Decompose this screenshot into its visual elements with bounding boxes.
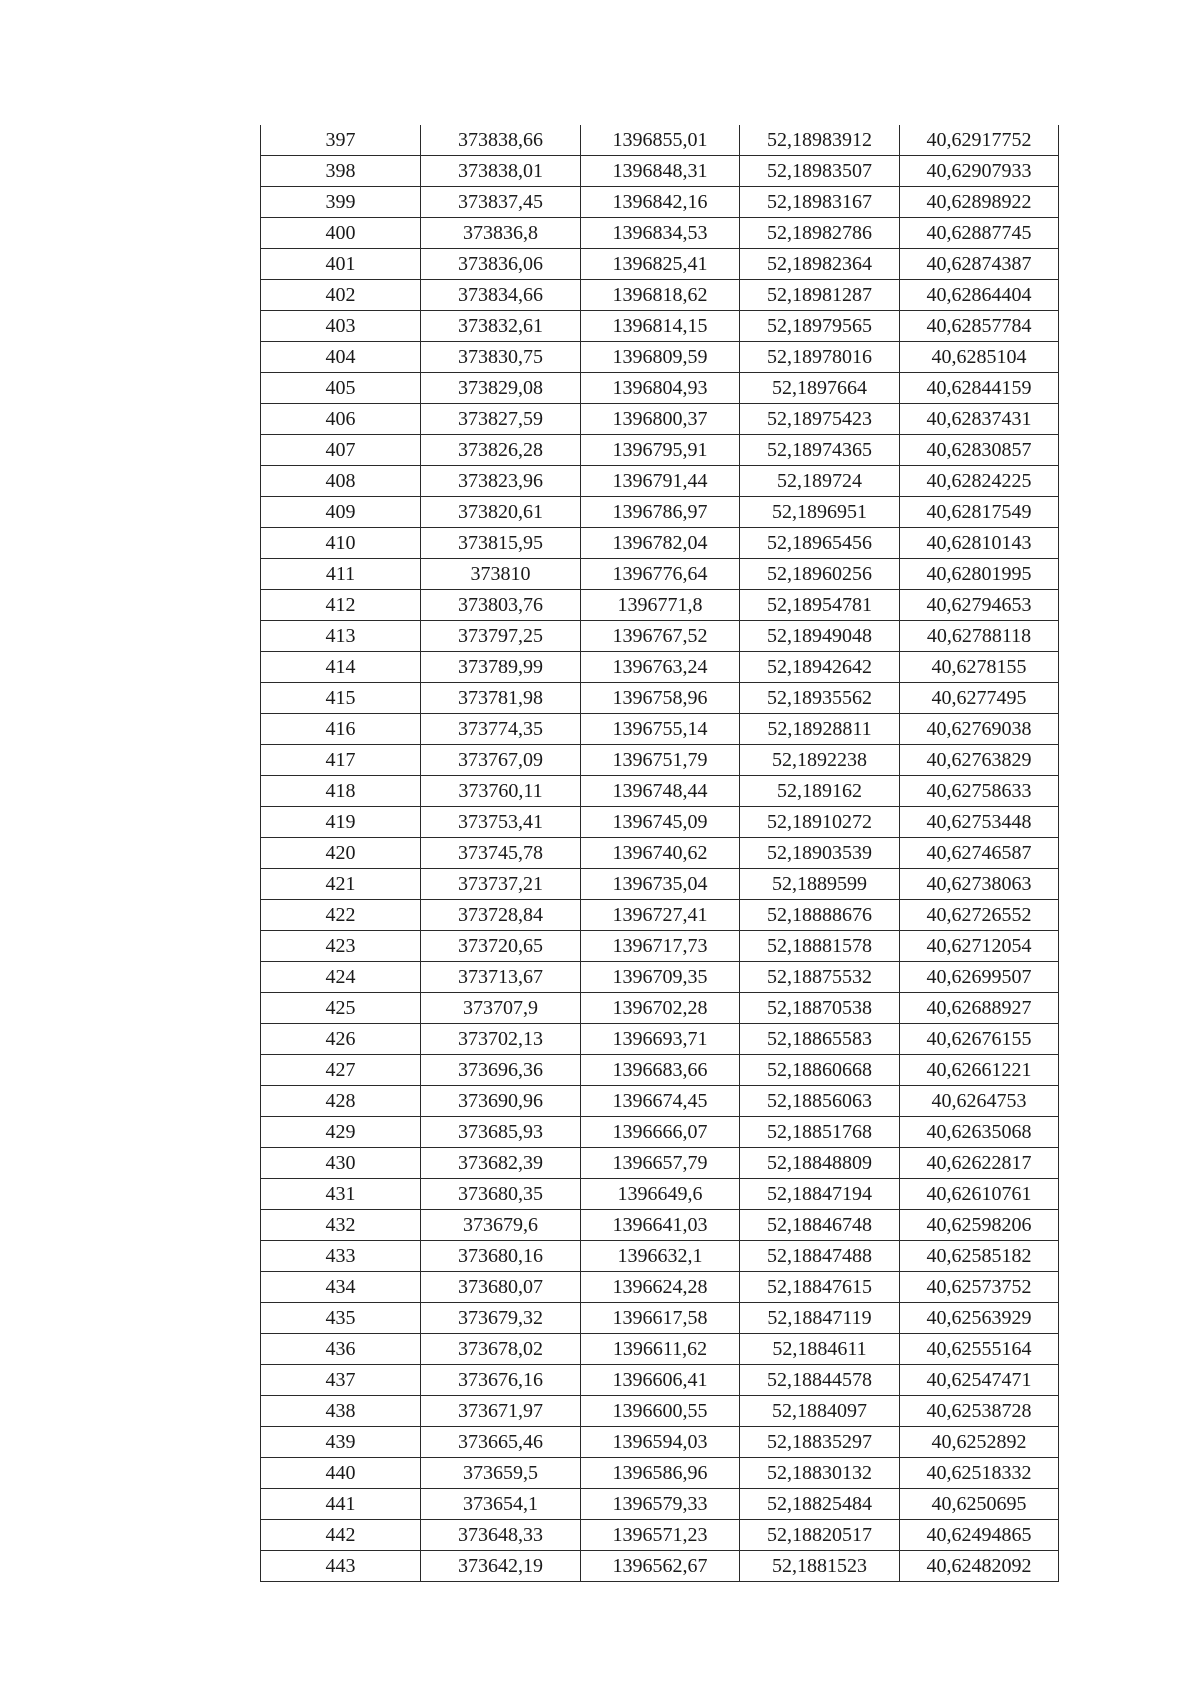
x-coordinate-cell: 373789,99	[421, 652, 581, 683]
longitude-cell: 40,62874387	[900, 249, 1059, 280]
x-coordinate-cell: 373838,66	[421, 125, 581, 156]
longitude-cell: 40,62769038	[900, 714, 1059, 745]
x-coordinate-cell: 373829,08	[421, 373, 581, 404]
latitude-cell: 52,18910272	[740, 807, 900, 838]
latitude-cell: 52,1896951	[740, 497, 900, 528]
table-row	[261, 1055, 1059, 1086]
y-coordinate-cell: 1396606,41	[581, 1365, 740, 1396]
y-coordinate-cell: 1396594,03	[581, 1427, 740, 1458]
table-row	[261, 1458, 1059, 1489]
longitude-cell: 40,62830857	[900, 435, 1059, 466]
y-coordinate-cell: 1396657,79	[581, 1148, 740, 1179]
longitude-cell: 40,62635068	[900, 1117, 1059, 1148]
y-coordinate-cell: 1396786,97	[581, 497, 740, 528]
table-row	[261, 1241, 1059, 1272]
latitude-cell: 52,18847194	[740, 1179, 900, 1210]
point-number-cell: 413	[261, 621, 421, 652]
latitude-cell: 52,18830132	[740, 1458, 900, 1489]
longitude-cell: 40,62794653	[900, 590, 1059, 621]
latitude-cell: 52,18888676	[740, 900, 900, 931]
longitude-cell: 40,62726552	[900, 900, 1059, 931]
y-coordinate-cell: 1396776,64	[581, 559, 740, 590]
y-coordinate-cell: 1396755,14	[581, 714, 740, 745]
y-coordinate-cell: 1396763,24	[581, 652, 740, 683]
y-coordinate-cell: 1396727,41	[581, 900, 740, 931]
coordinates-table-body	[261, 125, 1059, 1582]
longitude-cell: 40,62844159	[900, 373, 1059, 404]
x-coordinate-cell: 373671,97	[421, 1396, 581, 1427]
x-coordinate-cell: 373680,07	[421, 1272, 581, 1303]
y-coordinate-cell: 1396683,66	[581, 1055, 740, 1086]
longitude-cell: 40,62898922	[900, 187, 1059, 218]
table-row	[261, 807, 1059, 838]
y-coordinate-cell: 1396740,62	[581, 838, 740, 869]
x-coordinate-cell: 373760,11	[421, 776, 581, 807]
x-coordinate-cell: 373720,65	[421, 931, 581, 962]
y-coordinate-cell: 1396771,8	[581, 590, 740, 621]
point-number-cell: 443	[261, 1551, 421, 1582]
point-number-cell: 438	[261, 1396, 421, 1427]
x-coordinate-cell: 373745,78	[421, 838, 581, 869]
point-number-cell: 436	[261, 1334, 421, 1365]
longitude-cell: 40,62746587	[900, 838, 1059, 869]
latitude-cell: 52,1892238	[740, 745, 900, 776]
longitude-cell: 40,6264753	[900, 1086, 1059, 1117]
table-row	[261, 187, 1059, 218]
latitude-cell: 52,18846748	[740, 1210, 900, 1241]
longitude-cell: 40,62598206	[900, 1210, 1059, 1241]
x-coordinate-cell: 373679,32	[421, 1303, 581, 1334]
y-coordinate-cell: 1396809,59	[581, 342, 740, 373]
table-row	[261, 652, 1059, 683]
point-number-cell: 399	[261, 187, 421, 218]
point-number-cell: 412	[261, 590, 421, 621]
longitude-cell: 40,62801995	[900, 559, 1059, 590]
latitude-cell: 52,18825484	[740, 1489, 900, 1520]
point-number-cell: 439	[261, 1427, 421, 1458]
longitude-cell: 40,62482092	[900, 1551, 1059, 1582]
table-row	[261, 559, 1059, 590]
longitude-cell: 40,62699507	[900, 962, 1059, 993]
latitude-cell: 52,189162	[740, 776, 900, 807]
table-row	[261, 249, 1059, 280]
longitude-cell: 40,62712054	[900, 931, 1059, 962]
point-number-cell: 440	[261, 1458, 421, 1489]
longitude-cell: 40,62837431	[900, 404, 1059, 435]
y-coordinate-cell: 1396735,04	[581, 869, 740, 900]
point-number-cell: 409	[261, 497, 421, 528]
point-number-cell: 405	[261, 373, 421, 404]
point-number-cell: 402	[261, 280, 421, 311]
latitude-cell: 52,18851768	[740, 1117, 900, 1148]
y-coordinate-cell: 1396717,73	[581, 931, 740, 962]
x-coordinate-cell: 373830,75	[421, 342, 581, 373]
y-coordinate-cell: 1396693,71	[581, 1024, 740, 1055]
y-coordinate-cell: 1396617,58	[581, 1303, 740, 1334]
table-row	[261, 342, 1059, 373]
table-row	[261, 311, 1059, 342]
coordinates-table	[260, 125, 1059, 1582]
x-coordinate-cell: 373753,41	[421, 807, 581, 838]
table-row	[261, 1210, 1059, 1241]
point-number-cell: 427	[261, 1055, 421, 1086]
latitude-cell: 52,18875532	[740, 962, 900, 993]
longitude-cell: 40,62547471	[900, 1365, 1059, 1396]
table-row	[261, 1179, 1059, 1210]
y-coordinate-cell: 1396804,93	[581, 373, 740, 404]
point-number-cell: 428	[261, 1086, 421, 1117]
longitude-cell: 40,62555164	[900, 1334, 1059, 1365]
point-number-cell: 414	[261, 652, 421, 683]
point-number-cell: 401	[261, 249, 421, 280]
longitude-cell: 40,62864404	[900, 280, 1059, 311]
y-coordinate-cell: 1396666,07	[581, 1117, 740, 1148]
longitude-cell: 40,6278155	[900, 652, 1059, 683]
longitude-cell: 40,62917752	[900, 125, 1059, 156]
x-coordinate-cell: 373837,45	[421, 187, 581, 218]
table-row	[261, 590, 1059, 621]
longitude-cell: 40,62518332	[900, 1458, 1059, 1489]
latitude-cell: 52,1881523	[740, 1551, 900, 1582]
longitude-cell: 40,62763829	[900, 745, 1059, 776]
latitude-cell: 52,18974365	[740, 435, 900, 466]
y-coordinate-cell: 1396767,52	[581, 621, 740, 652]
point-number-cell: 435	[261, 1303, 421, 1334]
latitude-cell: 52,18983912	[740, 125, 900, 156]
point-number-cell: 406	[261, 404, 421, 435]
y-coordinate-cell: 1396600,55	[581, 1396, 740, 1427]
table-row	[261, 745, 1059, 776]
x-coordinate-cell: 373648,33	[421, 1520, 581, 1551]
table-row	[261, 1551, 1059, 1582]
point-number-cell: 398	[261, 156, 421, 187]
x-coordinate-cell: 373767,09	[421, 745, 581, 776]
point-number-cell: 432	[261, 1210, 421, 1241]
x-coordinate-cell: 373659,5	[421, 1458, 581, 1489]
table-row	[261, 683, 1059, 714]
y-coordinate-cell: 1396562,67	[581, 1551, 740, 1582]
longitude-cell: 40,62857784	[900, 311, 1059, 342]
point-number-cell: 422	[261, 900, 421, 931]
latitude-cell: 52,18954781	[740, 590, 900, 621]
table-row	[261, 1427, 1059, 1458]
table-row	[261, 497, 1059, 528]
longitude-cell: 40,62573752	[900, 1272, 1059, 1303]
latitude-cell: 52,18982364	[740, 249, 900, 280]
latitude-cell: 52,1884611	[740, 1334, 900, 1365]
point-number-cell: 419	[261, 807, 421, 838]
x-coordinate-cell: 373834,66	[421, 280, 581, 311]
table-row	[261, 156, 1059, 187]
table-row	[261, 435, 1059, 466]
table-row	[261, 1520, 1059, 1551]
latitude-cell: 52,1884097	[740, 1396, 900, 1427]
point-number-cell: 411	[261, 559, 421, 590]
x-coordinate-cell: 373838,01	[421, 156, 581, 187]
point-number-cell: 415	[261, 683, 421, 714]
x-coordinate-cell: 373680,16	[421, 1241, 581, 1272]
x-coordinate-cell: 373728,84	[421, 900, 581, 931]
y-coordinate-cell: 1396758,96	[581, 683, 740, 714]
x-coordinate-cell: 373832,61	[421, 311, 581, 342]
point-number-cell: 433	[261, 1241, 421, 1272]
table-row	[261, 1148, 1059, 1179]
y-coordinate-cell: 1396842,16	[581, 187, 740, 218]
x-coordinate-cell: 373774,35	[421, 714, 581, 745]
longitude-cell: 40,62585182	[900, 1241, 1059, 1272]
point-number-cell: 437	[261, 1365, 421, 1396]
latitude-cell: 52,18942642	[740, 652, 900, 683]
latitude-cell: 52,18844578	[740, 1365, 900, 1396]
table-row	[261, 1334, 1059, 1365]
x-coordinate-cell: 373803,76	[421, 590, 581, 621]
latitude-cell: 52,18928811	[740, 714, 900, 745]
latitude-cell: 52,18847119	[740, 1303, 900, 1334]
x-coordinate-cell: 373810	[421, 559, 581, 590]
longitude-cell: 40,62824225	[900, 466, 1059, 497]
y-coordinate-cell: 1396674,45	[581, 1086, 740, 1117]
point-number-cell: 410	[261, 528, 421, 559]
y-coordinate-cell: 1396800,37	[581, 404, 740, 435]
point-number-cell: 408	[261, 466, 421, 497]
longitude-cell: 40,62494865	[900, 1520, 1059, 1551]
longitude-cell: 40,62676155	[900, 1024, 1059, 1055]
point-number-cell: 407	[261, 435, 421, 466]
table-row	[261, 466, 1059, 497]
point-number-cell: 421	[261, 869, 421, 900]
table-row	[261, 621, 1059, 652]
latitude-cell: 52,18981287	[740, 280, 900, 311]
y-coordinate-cell: 1396795,91	[581, 435, 740, 466]
longitude-cell: 40,6250695	[900, 1489, 1059, 1520]
y-coordinate-cell: 1396571,23	[581, 1520, 740, 1551]
x-coordinate-cell: 373690,96	[421, 1086, 581, 1117]
table-row	[261, 1086, 1059, 1117]
longitude-cell: 40,62753448	[900, 807, 1059, 838]
latitude-cell: 52,18949048	[740, 621, 900, 652]
point-number-cell: 397	[261, 125, 421, 156]
table-row	[261, 218, 1059, 249]
x-coordinate-cell: 373815,95	[421, 528, 581, 559]
x-coordinate-cell: 373820,61	[421, 497, 581, 528]
y-coordinate-cell: 1396709,35	[581, 962, 740, 993]
y-coordinate-cell: 1396825,41	[581, 249, 740, 280]
longitude-cell: 40,62758633	[900, 776, 1059, 807]
point-number-cell: 404	[261, 342, 421, 373]
x-coordinate-cell: 373682,39	[421, 1148, 581, 1179]
longitude-cell: 40,6285104	[900, 342, 1059, 373]
latitude-cell: 52,18847488	[740, 1241, 900, 1272]
point-number-cell: 424	[261, 962, 421, 993]
latitude-cell: 52,18835297	[740, 1427, 900, 1458]
latitude-cell: 52,18935562	[740, 683, 900, 714]
point-number-cell: 426	[261, 1024, 421, 1055]
y-coordinate-cell: 1396579,33	[581, 1489, 740, 1520]
x-coordinate-cell: 373696,36	[421, 1055, 581, 1086]
x-coordinate-cell: 373679,6	[421, 1210, 581, 1241]
table-row	[261, 1365, 1059, 1396]
y-coordinate-cell: 1396791,44	[581, 466, 740, 497]
y-coordinate-cell: 1396586,96	[581, 1458, 740, 1489]
point-number-cell: 403	[261, 311, 421, 342]
longitude-cell: 40,6277495	[900, 683, 1059, 714]
table-row	[261, 1024, 1059, 1055]
latitude-cell: 52,18983167	[740, 187, 900, 218]
table-row	[261, 404, 1059, 435]
latitude-cell: 52,18860668	[740, 1055, 900, 1086]
x-coordinate-cell: 373827,59	[421, 404, 581, 435]
y-coordinate-cell: 1396782,04	[581, 528, 740, 559]
x-coordinate-cell: 373737,21	[421, 869, 581, 900]
y-coordinate-cell: 1396745,09	[581, 807, 740, 838]
table-row	[261, 1117, 1059, 1148]
point-number-cell: 417	[261, 745, 421, 776]
latitude-cell: 52,18975423	[740, 404, 900, 435]
table-row	[261, 280, 1059, 311]
table-row	[261, 869, 1059, 900]
x-coordinate-cell: 373665,46	[421, 1427, 581, 1458]
y-coordinate-cell: 1396834,53	[581, 218, 740, 249]
point-number-cell: 429	[261, 1117, 421, 1148]
point-number-cell: 400	[261, 218, 421, 249]
x-coordinate-cell: 373685,93	[421, 1117, 581, 1148]
longitude-cell: 40,62563929	[900, 1303, 1059, 1334]
longitude-cell: 40,62907933	[900, 156, 1059, 187]
longitude-cell: 40,62788118	[900, 621, 1059, 652]
longitude-cell: 40,62810143	[900, 528, 1059, 559]
table-row	[261, 962, 1059, 993]
table-row	[261, 373, 1059, 404]
point-number-cell: 441	[261, 1489, 421, 1520]
point-number-cell: 430	[261, 1148, 421, 1179]
table-row	[261, 528, 1059, 559]
table-row	[261, 931, 1059, 962]
latitude-cell: 52,18848809	[740, 1148, 900, 1179]
latitude-cell: 52,18820517	[740, 1520, 900, 1551]
latitude-cell: 52,1889599	[740, 869, 900, 900]
latitude-cell: 52,18983507	[740, 156, 900, 187]
longitude-cell: 40,6252892	[900, 1427, 1059, 1458]
y-coordinate-cell: 1396624,28	[581, 1272, 740, 1303]
y-coordinate-cell: 1396632,1	[581, 1241, 740, 1272]
longitude-cell: 40,62738063	[900, 869, 1059, 900]
x-coordinate-cell: 373642,19	[421, 1551, 581, 1582]
x-coordinate-cell: 373707,9	[421, 993, 581, 1024]
point-number-cell: 418	[261, 776, 421, 807]
longitude-cell: 40,62610761	[900, 1179, 1059, 1210]
x-coordinate-cell: 373836,8	[421, 218, 581, 249]
point-number-cell: 416	[261, 714, 421, 745]
table-row	[261, 838, 1059, 869]
latitude-cell: 52,18856063	[740, 1086, 900, 1117]
latitude-cell: 52,18978016	[740, 342, 900, 373]
table-row	[261, 1489, 1059, 1520]
x-coordinate-cell: 373676,16	[421, 1365, 581, 1396]
x-coordinate-cell: 373797,25	[421, 621, 581, 652]
x-coordinate-cell: 373678,02	[421, 1334, 581, 1365]
table-row	[261, 993, 1059, 1024]
y-coordinate-cell: 1396611,62	[581, 1334, 740, 1365]
table-row	[261, 900, 1059, 931]
longitude-cell: 40,62661221	[900, 1055, 1059, 1086]
latitude-cell: 52,189724	[740, 466, 900, 497]
longitude-cell: 40,62538728	[900, 1396, 1059, 1427]
table-row	[261, 714, 1059, 745]
latitude-cell: 52,18979565	[740, 311, 900, 342]
table-row	[261, 125, 1059, 156]
point-number-cell: 425	[261, 993, 421, 1024]
table-row	[261, 776, 1059, 807]
y-coordinate-cell: 1396748,44	[581, 776, 740, 807]
y-coordinate-cell: 1396641,03	[581, 1210, 740, 1241]
latitude-cell: 52,18903539	[740, 838, 900, 869]
latitude-cell: 52,18965456	[740, 528, 900, 559]
latitude-cell: 52,1897664	[740, 373, 900, 404]
point-number-cell: 423	[261, 931, 421, 962]
latitude-cell: 52,18865583	[740, 1024, 900, 1055]
latitude-cell: 52,18960256	[740, 559, 900, 590]
y-coordinate-cell: 1396649,6	[581, 1179, 740, 1210]
table-row	[261, 1272, 1059, 1303]
point-number-cell: 434	[261, 1272, 421, 1303]
y-coordinate-cell: 1396702,28	[581, 993, 740, 1024]
table-row	[261, 1396, 1059, 1427]
y-coordinate-cell: 1396751,79	[581, 745, 740, 776]
latitude-cell: 52,18982786	[740, 218, 900, 249]
y-coordinate-cell: 1396855,01	[581, 125, 740, 156]
table-row	[261, 1303, 1059, 1334]
y-coordinate-cell: 1396818,62	[581, 280, 740, 311]
y-coordinate-cell: 1396814,15	[581, 311, 740, 342]
latitude-cell: 52,18870538	[740, 993, 900, 1024]
longitude-cell: 40,62688927	[900, 993, 1059, 1024]
point-number-cell: 431	[261, 1179, 421, 1210]
x-coordinate-cell: 373823,96	[421, 466, 581, 497]
y-coordinate-cell: 1396848,31	[581, 156, 740, 187]
x-coordinate-cell: 373680,35	[421, 1179, 581, 1210]
x-coordinate-cell: 373836,06	[421, 249, 581, 280]
x-coordinate-cell: 373781,98	[421, 683, 581, 714]
latitude-cell: 52,18881578	[740, 931, 900, 962]
x-coordinate-cell: 373654,1	[421, 1489, 581, 1520]
longitude-cell: 40,62622817	[900, 1148, 1059, 1179]
x-coordinate-cell: 373713,67	[421, 962, 581, 993]
point-number-cell: 420	[261, 838, 421, 869]
x-coordinate-cell: 373826,28	[421, 435, 581, 466]
longitude-cell: 40,62817549	[900, 497, 1059, 528]
x-coordinate-cell: 373702,13	[421, 1024, 581, 1055]
longitude-cell: 40,62887745	[900, 218, 1059, 249]
latitude-cell: 52,18847615	[740, 1272, 900, 1303]
point-number-cell: 442	[261, 1520, 421, 1551]
